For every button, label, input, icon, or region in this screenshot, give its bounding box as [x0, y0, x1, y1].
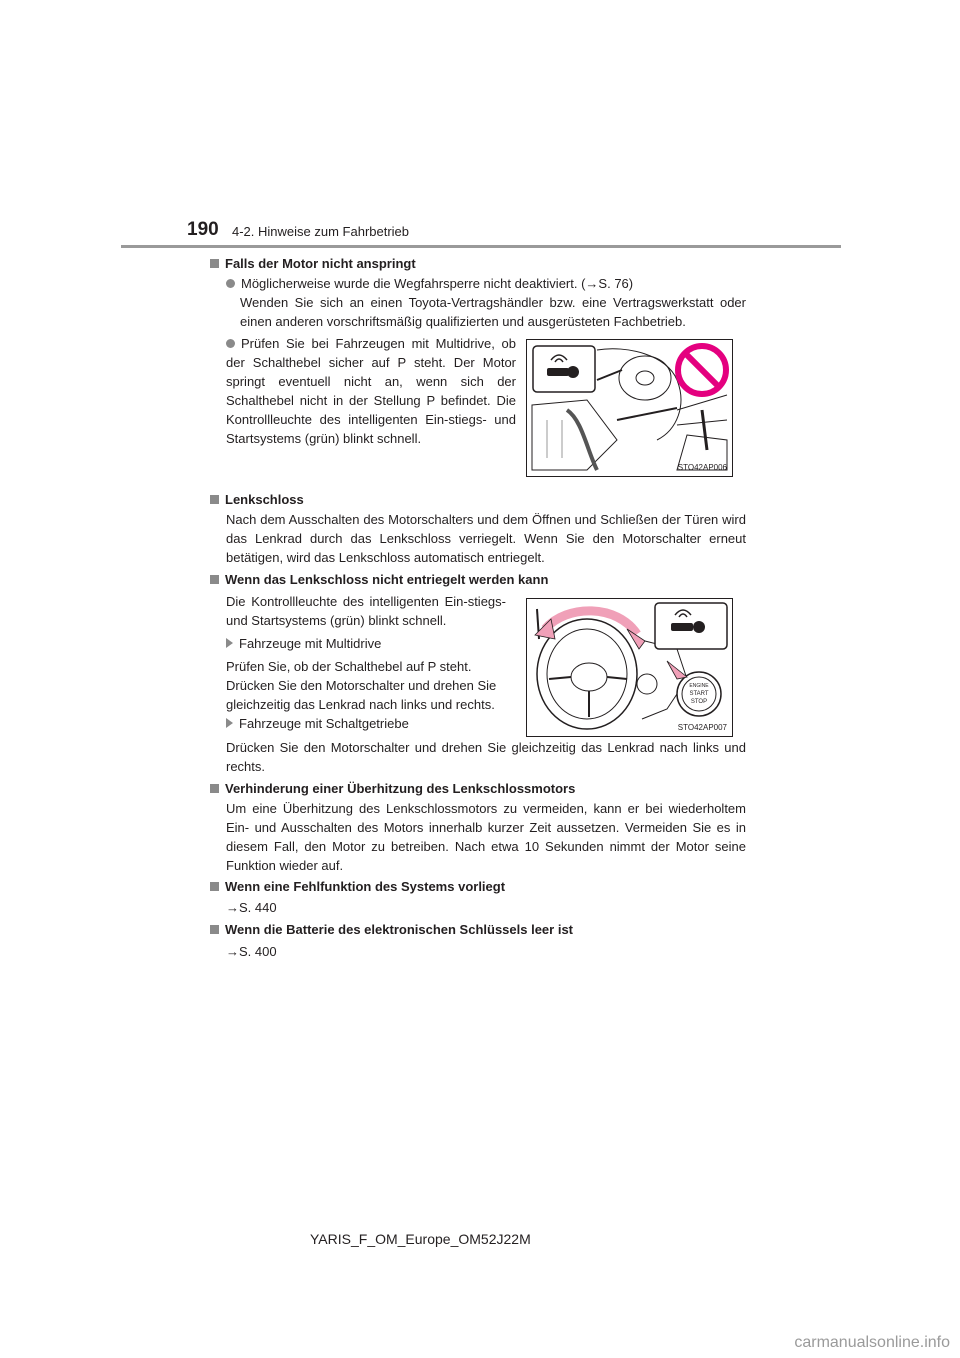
square-bullet-icon — [210, 495, 219, 504]
square-bullet-icon — [210, 575, 219, 584]
triangle-bullet-icon — [226, 638, 233, 648]
square-bullet-icon — [210, 882, 219, 891]
shift-lever-illustration — [527, 340, 732, 476]
page-reference-link[interactable]: S. 400 — [239, 944, 277, 959]
square-bullet-icon — [210, 925, 219, 934]
sub-manual-body: Drücken Sie den Motorschalter und drehen Sie gleichzeitig das Lenkrad nach links und rechts. — [226, 740, 746, 774]
start-stop-button-icon — [677, 672, 721, 716]
bullet-immobilizer: Möglicherweise wurde die Wegfahrsperre nicht deaktiviert. (→S. 76) Wenden Sie sich an einen Toyota-Vertragshändler bzw. eine Vertragswerkstatt oder einen anderen vorschriftsmäßig qualifizierten und ausgerüsteten Fachbetrieb. — [226, 274, 746, 331]
lock-intro: Die Kontrollleuchte des intelligenten Ein-stiegs- und Startsystems (grün) blinkt schnell. — [226, 594, 506, 628]
arrow-icon: → — [585, 276, 599, 291]
sub-multidrive-body: Prüfen Sie, ob der Schalthebel auf P steht. Drücken Sie den Motorschalter und drehen Sie gleichzeitig das Lenkrad nach links und rechts. — [226, 659, 497, 712]
figure-code: STO42AP007 — [677, 723, 727, 732]
malfunction-ref — [226, 898, 277, 917]
figure-code: STO42AP006 — [677, 463, 727, 472]
prohibition-icon — [678, 346, 726, 394]
round-bullet-icon — [226, 339, 235, 348]
document-id: YARIS_F_OM_Europe_OM52J22M — [310, 1231, 531, 1247]
heading-battery: Wenn die Batterie des elektronischen Schlüssels leer ist — [210, 920, 573, 939]
battery-ref — [226, 942, 277, 961]
button-text-3: STOP — [690, 699, 708, 705]
arrow-icon: → — [226, 944, 239, 959]
button-text-1: ENGINE — [689, 683, 709, 689]
overheat-body: Um eine Überhitzung des Lenkschlossmotors zu vermeiden, kann er bei wiederholtem Ein- und Ausschalten des Motors innerhalb kurzer Zeit aussetzen. Vermeiden Sie es in diesem Fall, den Motor zu betreiben. Nach etwa 10 Sekunden nimmt der Motor seine Funktion wieder auf. — [226, 801, 746, 873]
triangle-bullet-icon — [226, 718, 233, 728]
page-reference-link[interactable]: S. 76) — [598, 276, 634, 291]
figure-steering-wheel — [526, 598, 733, 737]
heading-lock-not-release: Wenn das Lenkschloss nicht entriegelt werden kann — [210, 570, 548, 589]
heading-overheat: Verhinderung einer Überhitzung des Lenkschlossmotors — [210, 779, 575, 798]
heading-malfunction: Wenn eine Fehlfunktion des Systems vorliegt — [210, 877, 505, 896]
page-reference-link[interactable]: S. 440 — [239, 900, 277, 915]
button-text-2: START — [689, 691, 709, 697]
steering-wheel-illustration — [527, 599, 732, 736]
page-number: 190 — [187, 219, 219, 240]
round-bullet-icon — [226, 279, 235, 288]
heading-steering-lock: Lenkschloss — [210, 490, 304, 509]
watermark: carmanualsonline.info — [794, 1334, 950, 1351]
bullet-multidrive-check: Prüfen Sie bei Fahrzeugen mit Multidrive, ob der Schalthebel sicher auf P steht. Der Motor springt eventuell nicht an, wenn sich der Schalthebel nicht in der Stellung P befindet. Die Kontrollleuchte des intelligenten Ein-stiegs- und Startsystems (grün) blinkt schnell. — [226, 336, 516, 446]
sub-multidrive-label: Fahrzeuge mit Multidrive — [226, 634, 381, 653]
section-title: 4-2. Hinweise zum Fahrbetrieb — [232, 224, 410, 239]
arrow-icon: → — [226, 900, 239, 915]
heading-engine-not-start: Falls der Motor nicht anspringt — [210, 254, 416, 273]
header-rule — [121, 245, 841, 248]
steering-lock-body: Nach dem Ausschalten des Motorschalters und dem Öffnen und Schließen der Türen wird das Lenkrad durch das Lenkschloss verriegelt. Wenn Sie den Motorschalter erneut betätigen, wird das Lenkschloss automatisch entriegelt. — [226, 512, 746, 565]
square-bullet-icon — [210, 784, 219, 793]
figure-shift-lever-prohibited — [526, 339, 733, 477]
square-bullet-icon — [210, 259, 219, 268]
sub-manual-label: Fahrzeuge mit Schaltgetriebe — [226, 714, 409, 733]
